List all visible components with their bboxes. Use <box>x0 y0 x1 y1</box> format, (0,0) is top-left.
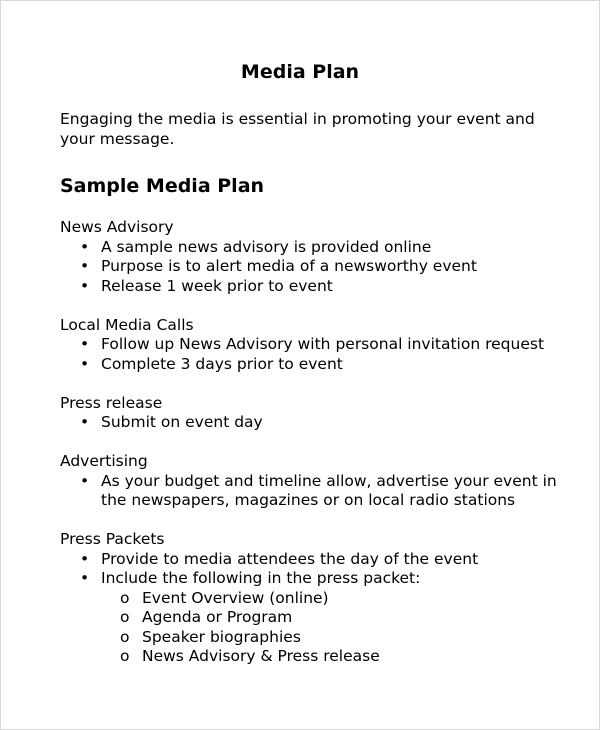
group-label: Local Media Calls <box>60 315 194 334</box>
group-press-packets <box>60 530 560 667</box>
list-item: • Follow up News Advisory with personal invitation request <box>60 335 560 355</box>
bullet-list <box>60 335 560 374</box>
list-item: • Submit on event day <box>60 413 560 433</box>
sub-list-item-text: Speaker biographies <box>142 627 301 646</box>
bullet-list <box>60 238 560 297</box>
group-advertising <box>60 452 560 511</box>
bullet-list <box>60 413 560 433</box>
group-label: Press release <box>60 393 163 412</box>
group-press-release <box>60 394 560 433</box>
bullet-list <box>60 550 560 589</box>
group-label: Advertising <box>60 452 148 470</box>
list-item: • Complete 3 days prior to event <box>60 355 560 375</box>
media-plan-content <box>60 218 560 667</box>
section-heading: Sample Media Plan <box>60 175 265 197</box>
sub-bullet-marker: o <box>120 627 130 646</box>
sub-bullet-marker: o <box>120 647 130 665</box>
sub-list-item <box>60 647 560 667</box>
sub-list-item <box>60 628 560 648</box>
list-item: • As your budget and timeline allow, advertise your event in the newspapers, magazines or on local radio stations <box>60 472 560 511</box>
intro-paragraph: Engaging the media is essential in promoting your event and your message. <box>60 110 535 148</box>
bullet-list <box>60 472 560 511</box>
sub-list-item <box>60 608 560 628</box>
list-item: • Include the following in the press packet: <box>60 569 560 589</box>
list-item: • A sample news advisory is provided online <box>60 238 560 258</box>
sub-list <box>60 589 560 667</box>
group-label: News Advisory <box>60 218 174 236</box>
group-news-advisory <box>60 218 560 296</box>
sub-list-item <box>60 589 560 609</box>
group-local-media-calls <box>60 316 560 375</box>
sub-list-item-text: News Advisory & Press release <box>142 647 380 665</box>
sub-list-item-text: Agenda or Program <box>142 608 293 626</box>
list-item: • Release 1 week prior to event <box>60 277 560 297</box>
sub-bullet-marker: o <box>120 608 130 626</box>
document-title: Media Plan <box>240 61 360 83</box>
list-item: • Provide to media attendees the day of the event <box>60 550 560 570</box>
sub-bullet-marker: o <box>120 588 130 607</box>
list-item: • Purpose is to alert media of a newsworthy event <box>60 257 560 277</box>
group-label: Press Packets <box>60 530 165 548</box>
sub-list-item-text: Event Overview (online) <box>142 588 329 607</box>
